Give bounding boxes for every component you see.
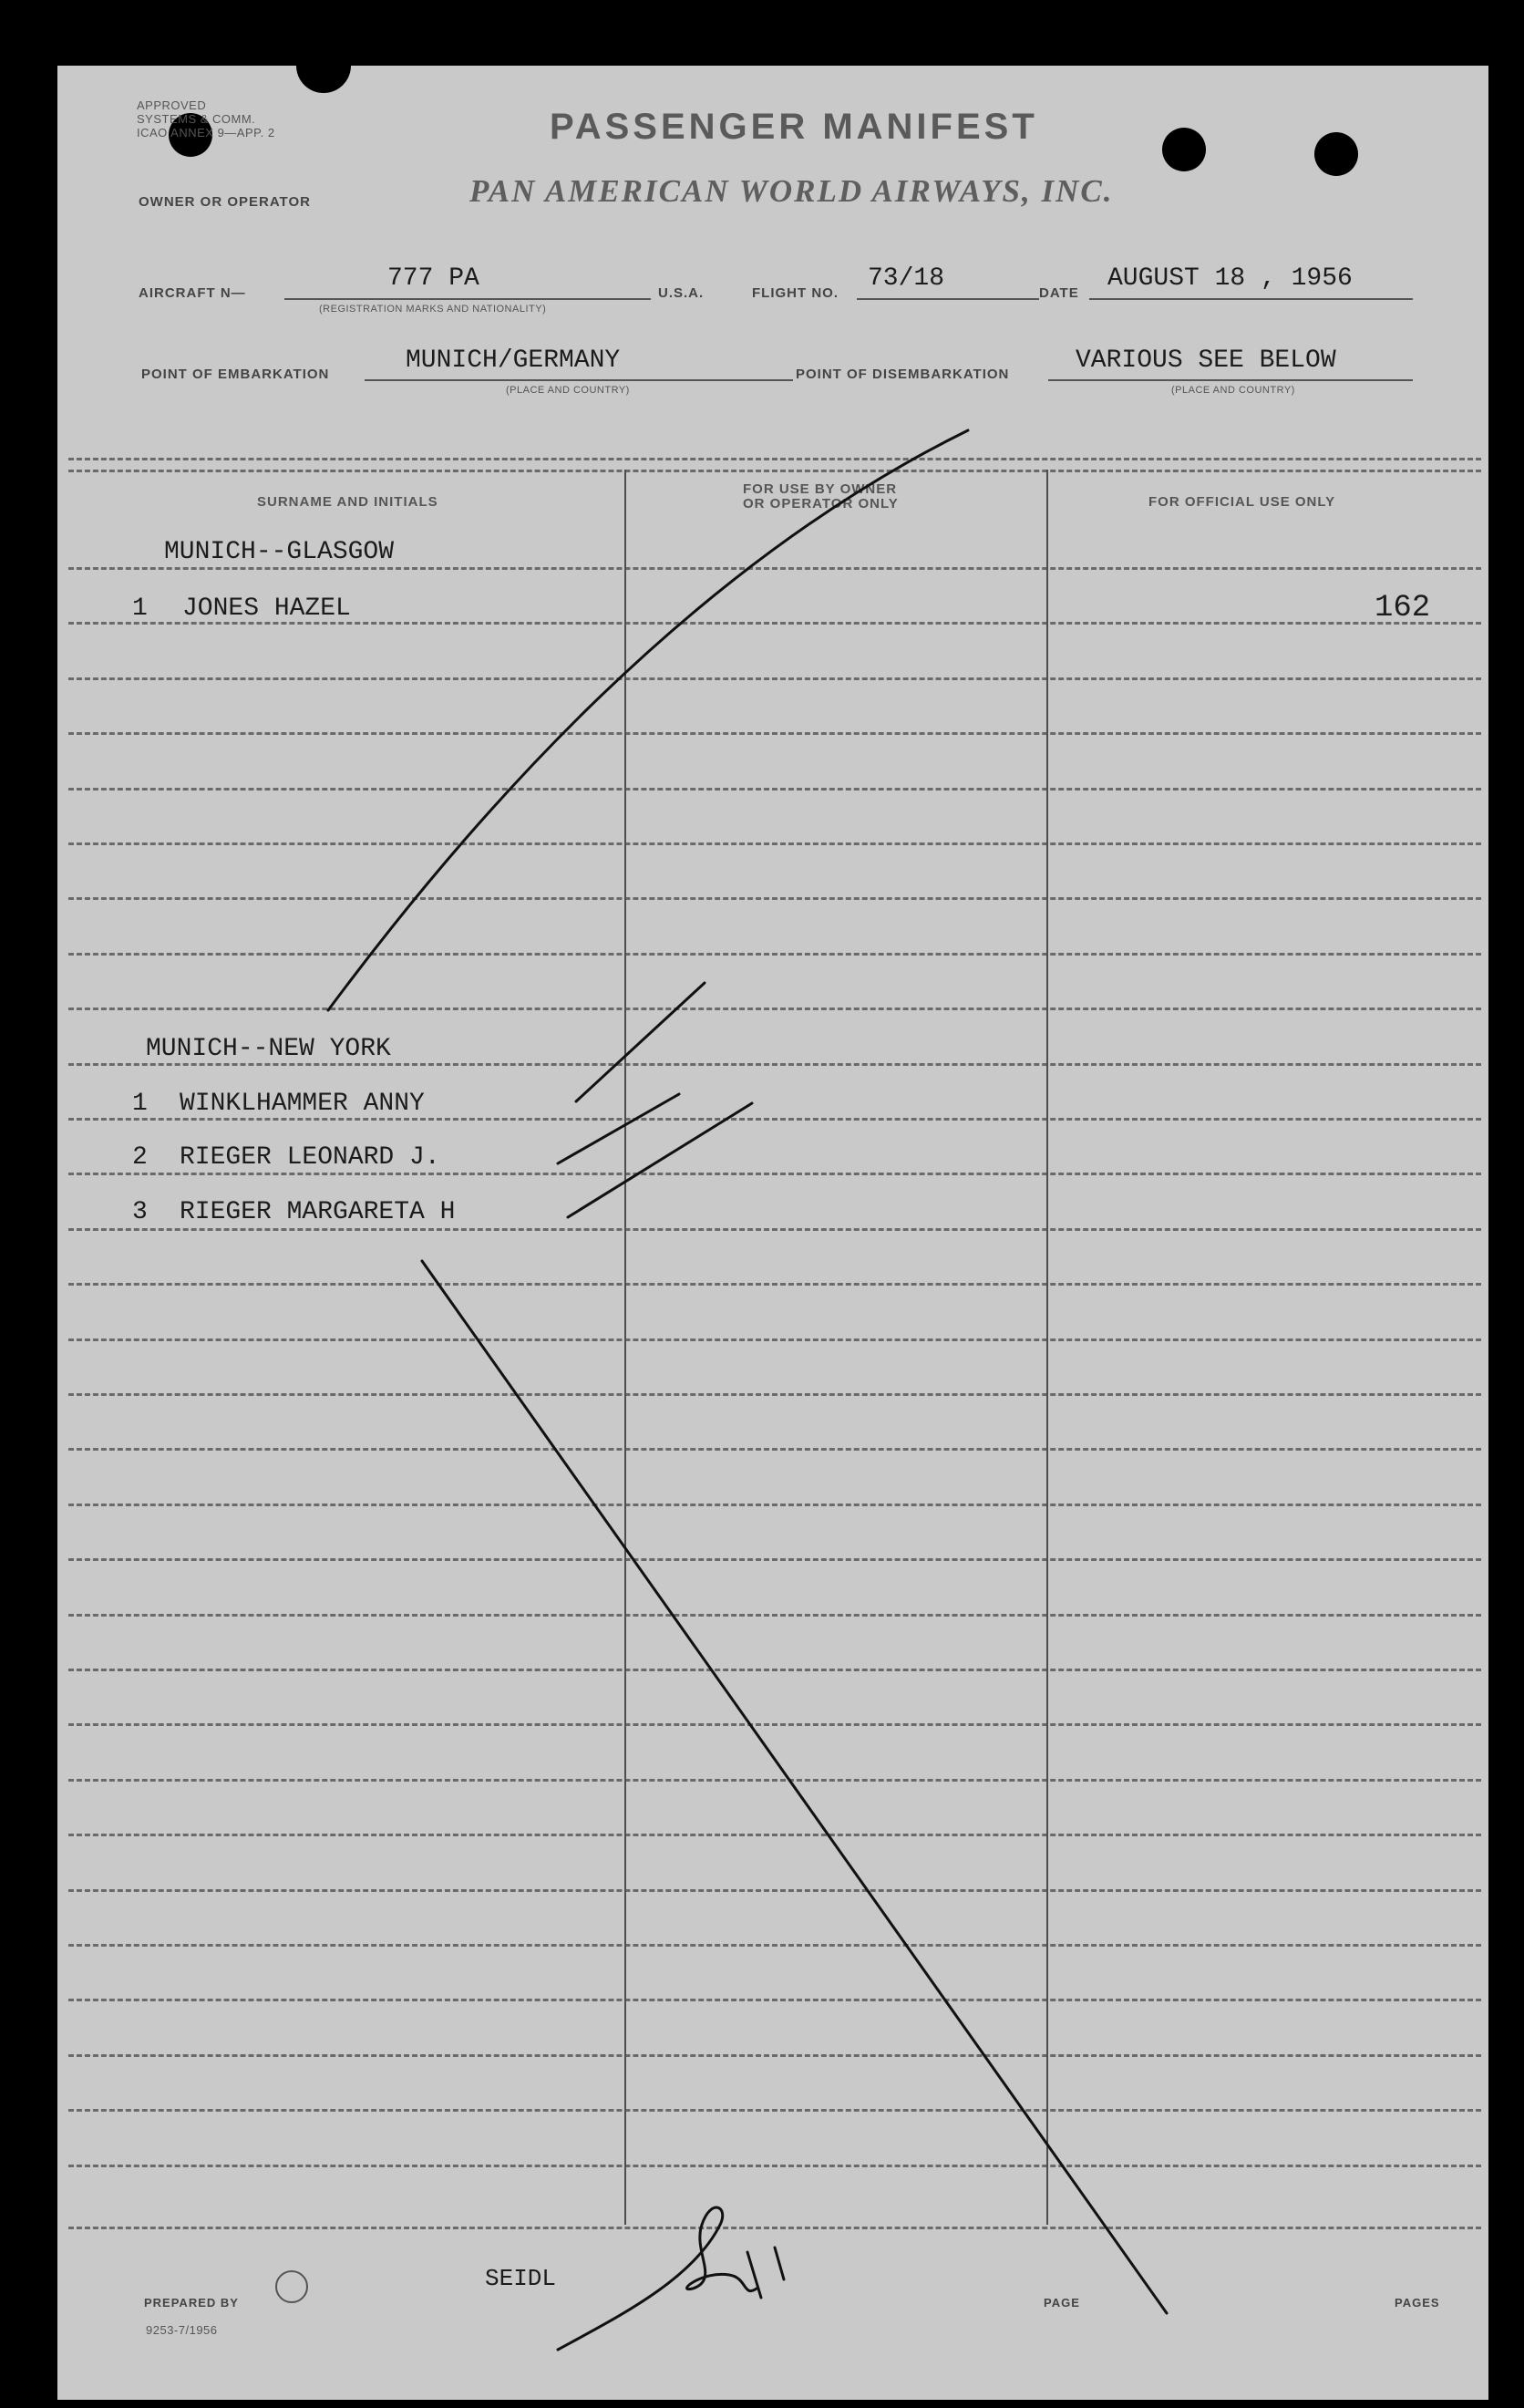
route-munich-new-york: MUNICH--NEW YORK <box>146 1035 391 1063</box>
disembark-underline <box>1048 379 1413 381</box>
passenger-number: 1 <box>132 1090 148 1118</box>
column-divider-1 <box>624 470 626 2225</box>
approved-line-3: ICAO ANNEX 9—APP. 2 <box>137 126 275 140</box>
page-label: PAGE <box>1044 2296 1080 2310</box>
passenger-number: 2 <box>132 1143 148 1172</box>
embark-underline <box>365 379 793 381</box>
table-rule <box>68 2054 1481 2057</box>
table-rule <box>68 1889 1481 1892</box>
passenger-name: JONES HAZEL <box>182 594 351 623</box>
table-rule <box>68 458 1481 460</box>
table-rule <box>68 1723 1481 1726</box>
table-rule <box>68 1173 1481 1175</box>
stamp-mark <box>275 2270 308 2303</box>
disembark-caption: (PLACE AND COUNTRY) <box>1171 385 1295 396</box>
owner-label: OWNER OR OPERATOR <box>139 194 311 210</box>
manifest-sheet <box>57 66 1488 2400</box>
pages-label: PAGES <box>1395 2296 1440 2310</box>
col-operator-header-line2: OR OPERATOR ONLY <box>743 496 899 512</box>
table-rule <box>68 788 1481 791</box>
embark-value: MUNICH/GERMANY <box>406 346 621 375</box>
date-label: DATE <box>1039 285 1079 301</box>
flight-label: FLIGHT NO. <box>752 285 839 301</box>
disembark-label: POINT OF DISEMBARKATION <box>796 367 1010 382</box>
approved-line-1: APPROVED <box>137 98 207 112</box>
prepared-by-label: PREPARED BY <box>144 2296 239 2310</box>
table-rule <box>68 1779 1481 1782</box>
form-code: 9253-7/1956 <box>146 2323 218 2337</box>
approved-line-2: SYSTEMS & COMM. <box>137 112 256 126</box>
table-rule <box>68 1008 1481 1010</box>
disembark-value: VARIOUS SEE BELOW <box>1076 346 1336 375</box>
aircraft-value: 777 PA <box>387 264 479 293</box>
table-rule <box>68 1999 1481 2001</box>
punch-hole-3 <box>1314 132 1358 176</box>
table-rule <box>68 1393 1481 1396</box>
table-rule <box>68 1504 1481 1506</box>
table-rule <box>68 1118 1481 1121</box>
table-rule <box>68 1669 1481 1671</box>
passenger-name: RIEGER MARGARETA H <box>180 1198 456 1226</box>
table-rule <box>68 1944 1481 1947</box>
table-rule <box>68 953 1481 956</box>
column-divider-2 <box>1046 470 1048 2225</box>
flight-value: 73/18 <box>868 264 945 293</box>
aircraft-label: AIRCRAFT N— <box>139 285 246 301</box>
aircraft-underline <box>284 298 651 300</box>
date-underline <box>1089 298 1413 300</box>
registration-caption: (REGISTRATION MARKS AND NATIONALITY) <box>319 304 547 315</box>
table-rule <box>68 1448 1481 1451</box>
table-rule <box>68 1338 1481 1341</box>
route-munich-glasgow: MUNICH--GLASGOW <box>164 538 395 566</box>
table-rule <box>68 1283 1481 1286</box>
table-rule <box>68 567 1481 570</box>
table-rule <box>68 732 1481 735</box>
table-rule <box>68 2109 1481 2112</box>
official-use-value: 162 <box>1375 591 1431 625</box>
operator-name: PAN AMERICAN WORLD AIRWAYS, INC. <box>469 173 1114 209</box>
col-operator-header-line1: FOR USE BY OWNER <box>743 481 898 497</box>
col-official-header: FOR OFFICIAL USE ONLY <box>1148 494 1336 510</box>
passenger-number: 3 <box>132 1198 148 1226</box>
table-rule <box>68 2165 1481 2167</box>
date-value: AUGUST 18 , 1956 <box>1107 264 1353 293</box>
table-rule <box>68 897 1481 900</box>
table-rule <box>68 1063 1481 1066</box>
col-surname-header: SURNAME AND INITIALS <box>257 494 438 510</box>
table-rule <box>68 470 1481 472</box>
usa-label: U.S.A. <box>658 285 705 301</box>
page-title: PASSENGER MANIFEST <box>550 107 1038 147</box>
prepared-by-name: SEIDL <box>485 2265 557 2292</box>
table-rule <box>68 1228 1481 1231</box>
table-rule <box>68 677 1481 680</box>
flight-underline <box>857 298 1039 300</box>
embark-caption: (PLACE AND COUNTRY) <box>506 385 630 396</box>
passenger-name: RIEGER LEONARD J. <box>180 1143 440 1172</box>
table-rule <box>68 1558 1481 1561</box>
table-rule <box>68 1834 1481 1836</box>
passenger-number: 1 <box>132 594 148 623</box>
passenger-name: WINKLHAMMER ANNY <box>180 1090 425 1118</box>
table-rule <box>68 1614 1481 1617</box>
embark-label: POINT OF EMBARKATION <box>141 367 330 382</box>
table-rule <box>68 842 1481 845</box>
table-rule <box>68 2227 1481 2229</box>
punch-hole-2 <box>1162 128 1206 171</box>
